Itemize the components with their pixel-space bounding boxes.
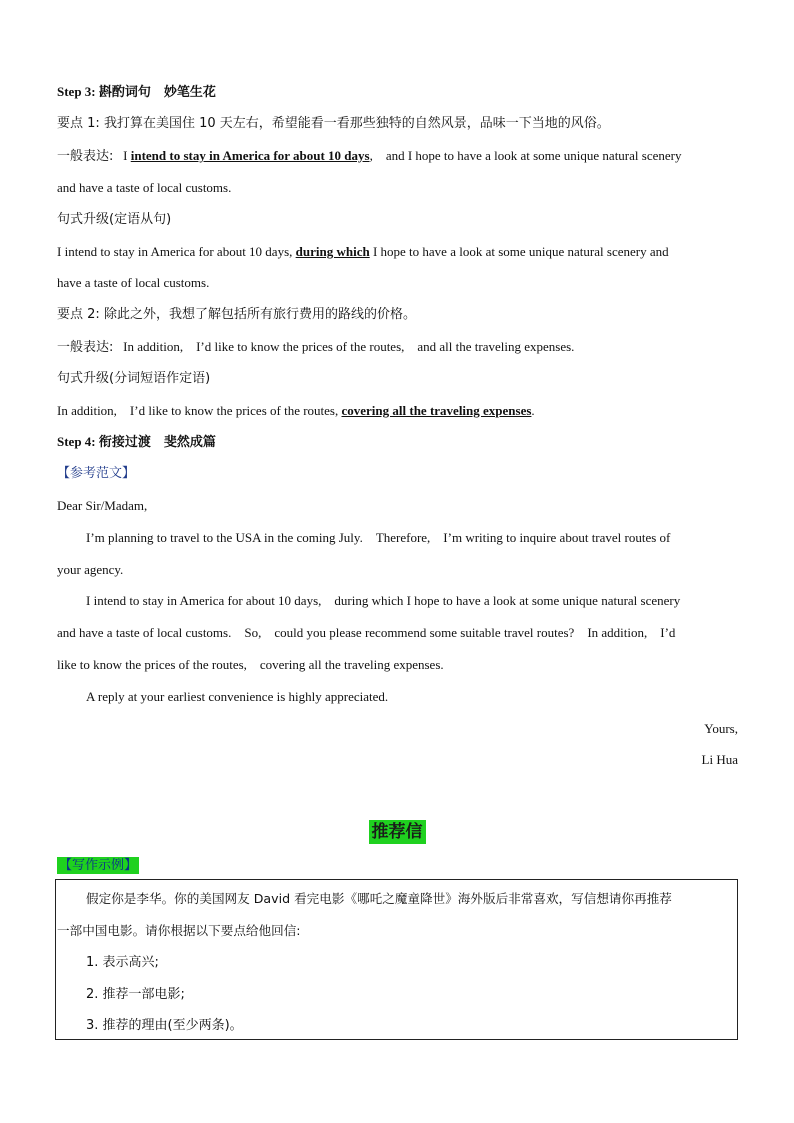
- general2-line: [57, 338, 738, 357]
- general2-label: 一般表达:: [57, 340, 114, 355]
- general1-line2: and have a taste of local customs.: [57, 180, 232, 195]
- task-item-2: 2. 推荐一部电影;: [86, 987, 185, 1002]
- letter-p2-line3: like to know the prices of the routes, covering all the traveling expenses.: [57, 657, 444, 672]
- reference-label: 【参考范文】: [57, 466, 136, 481]
- section-title-text: 推荐信: [369, 820, 426, 844]
- section-title: [0, 817, 794, 842]
- upgrade1-post: I hope to have a look at some unique natural scenery and: [372, 244, 669, 259]
- task-line1: 假定你是李华。你的美国网友 David 看完电影《哪吒之魔童降世》海外版后非常喜欢，写信想请你再推荐: [86, 891, 672, 906]
- upgrade1-line1: [57, 243, 738, 261]
- step3-heading: [57, 83, 738, 102]
- point1: [57, 115, 738, 133]
- upgrade2-label: 句式升级(分词短语作定语): [57, 371, 211, 386]
- general1-post: , and I hope to have a look at some unique natural scenery: [369, 148, 682, 163]
- step4-heading-en: Step 4:: [57, 434, 96, 449]
- upgrade1-label: 句式升级(定语从句): [57, 212, 172, 227]
- letter-salutation: Dear Sir/Madam,: [57, 498, 148, 513]
- upgrade1-line2: have a taste of local customs.: [57, 275, 210, 290]
- upgrade2-line: [57, 402, 738, 420]
- general1-pre: I: [123, 148, 128, 163]
- task-line2: 一部中国电影。请你根据以下要点给他回信:: [57, 923, 301, 938]
- upgrade2-post: .: [531, 403, 535, 418]
- point1-label: 要点 1:: [57, 116, 100, 131]
- point2-label: 要点 2:: [57, 307, 100, 322]
- step4-heading-cn: 衔接过渡 斐然成篇: [98, 435, 216, 450]
- step3-heading-en: Step 3:: [57, 84, 96, 99]
- step3-heading-cn: 斟酌词句 妙笔生花: [98, 85, 216, 100]
- letter-p2-line1: I intend to stay in America for about 10 days, during which I hope to have a look at some unique natural scenery: [86, 593, 681, 608]
- letter-p1-line2: your agency.: [57, 562, 124, 577]
- point2: [57, 306, 738, 324]
- general2-text: In addition, I’d like to know the prices of the routes, and all the traveling expenses.: [123, 339, 575, 354]
- upgrade2-underlined: covering all the traveling expenses: [341, 403, 532, 418]
- letter-p1-line1: I’m planning to travel to the USA in the coming July. Therefore, I’m writing to inquire about travel routes of: [86, 530, 671, 545]
- upgrade1-pre: I intend to stay in America for about 10 days,: [57, 244, 293, 259]
- upgrade2-pre: In addition, I’d like to know the prices of the routes,: [57, 403, 339, 418]
- example-label: 【写作示例】: [59, 858, 138, 873]
- letter-closing: Yours,: [704, 721, 738, 736]
- task-item-1: 1. 表示高兴;: [86, 955, 159, 970]
- letter-p2-line2: and have a taste of local customs. So, could you please recommend some suitable travel routes? In addition, I’d: [57, 625, 676, 640]
- upgrade1-underlined: during which: [295, 244, 370, 259]
- point1-text: 我打算在美国住 10 天左右，希望能看一看那些独特的自然风景，品味一下当地的风俗。: [103, 116, 610, 131]
- letter-p3: A reply at your earliest convenience is highly appreciated.: [86, 689, 389, 704]
- example-label-row: [57, 856, 738, 875]
- step4-heading: [57, 433, 738, 452]
- general1-underlined: intend to stay in America for about 10 days: [130, 148, 370, 163]
- task-item-3: 3. 推荐的理由(至少两条)。: [86, 1018, 243, 1033]
- general1-label: 一般表达:: [57, 149, 114, 164]
- general1-line1: [57, 147, 738, 166]
- point2-text: 除此之外，我想了解包括所有旅行费用的路线的价格。: [103, 307, 416, 322]
- letter-signature: Li Hua: [701, 752, 738, 767]
